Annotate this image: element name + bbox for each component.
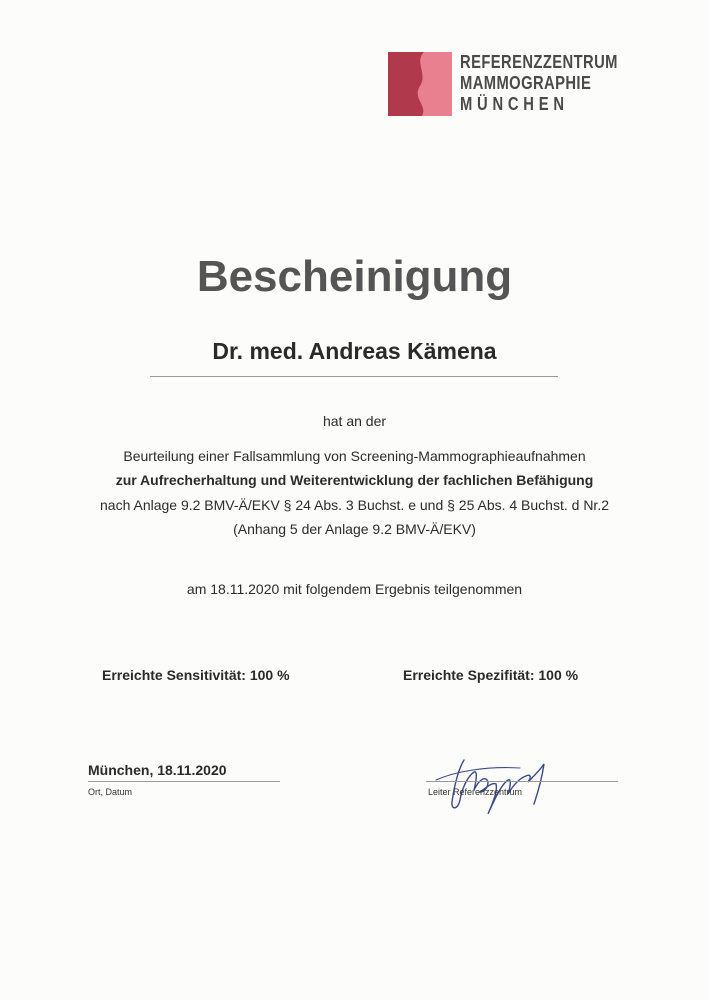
logo-text — [460, 52, 618, 115]
body-line-2: zur Aufrecherhaltung und Weiterentwicklung der fachlichen Befähigung — [115, 472, 594, 488]
name-divider — [150, 376, 558, 377]
logo-line-2: MAMMOGRAPHIE — [460, 73, 592, 93]
body-line-3: nach Anlage 9.2 BMV-Ä/EKV § 24 Abs. 3 Buchst. e und § 25 Abs. 4 Buchst. d Nr.2 — [100, 497, 609, 513]
logo-line-1: REFERENZZENTRUM — [460, 52, 618, 72]
certificate-title: Bescheinigung — [196, 252, 513, 301]
logo-mark — [388, 52, 452, 116]
logo-line-3: MÜNCHEN — [460, 94, 569, 114]
place-date-line — [88, 781, 280, 782]
intro-text: hat an der — [322, 413, 387, 429]
participation-date-line: am 18.11.2020 mit folgendem Ergebnis teilgenommen — [186, 581, 523, 597]
logo — [388, 52, 618, 118]
signer-label: Leiter Referenzzentrum — [428, 787, 523, 797]
body-line-1: Beurteilung einer Fallsammlung von Screening-Mammographieaufnahmen — [123, 448, 586, 464]
signature — [424, 748, 564, 820]
sensitivity-result: Erreichte Sensitivität: 100 % — [102, 667, 290, 683]
body-line-4: (Anhang 5 der Anlage 9.2 BMV-Ä/EKV) — [233, 521, 476, 537]
place-date: München, 18.11.2020 — [88, 762, 227, 778]
recipient-name: Dr. med. Andreas Kämena — [212, 338, 497, 364]
place-date-label: Ort, Datum — [88, 787, 133, 797]
specificity-result: Erreichte Spezifität: 100 % — [403, 667, 579, 683]
signature-line — [426, 781, 618, 782]
